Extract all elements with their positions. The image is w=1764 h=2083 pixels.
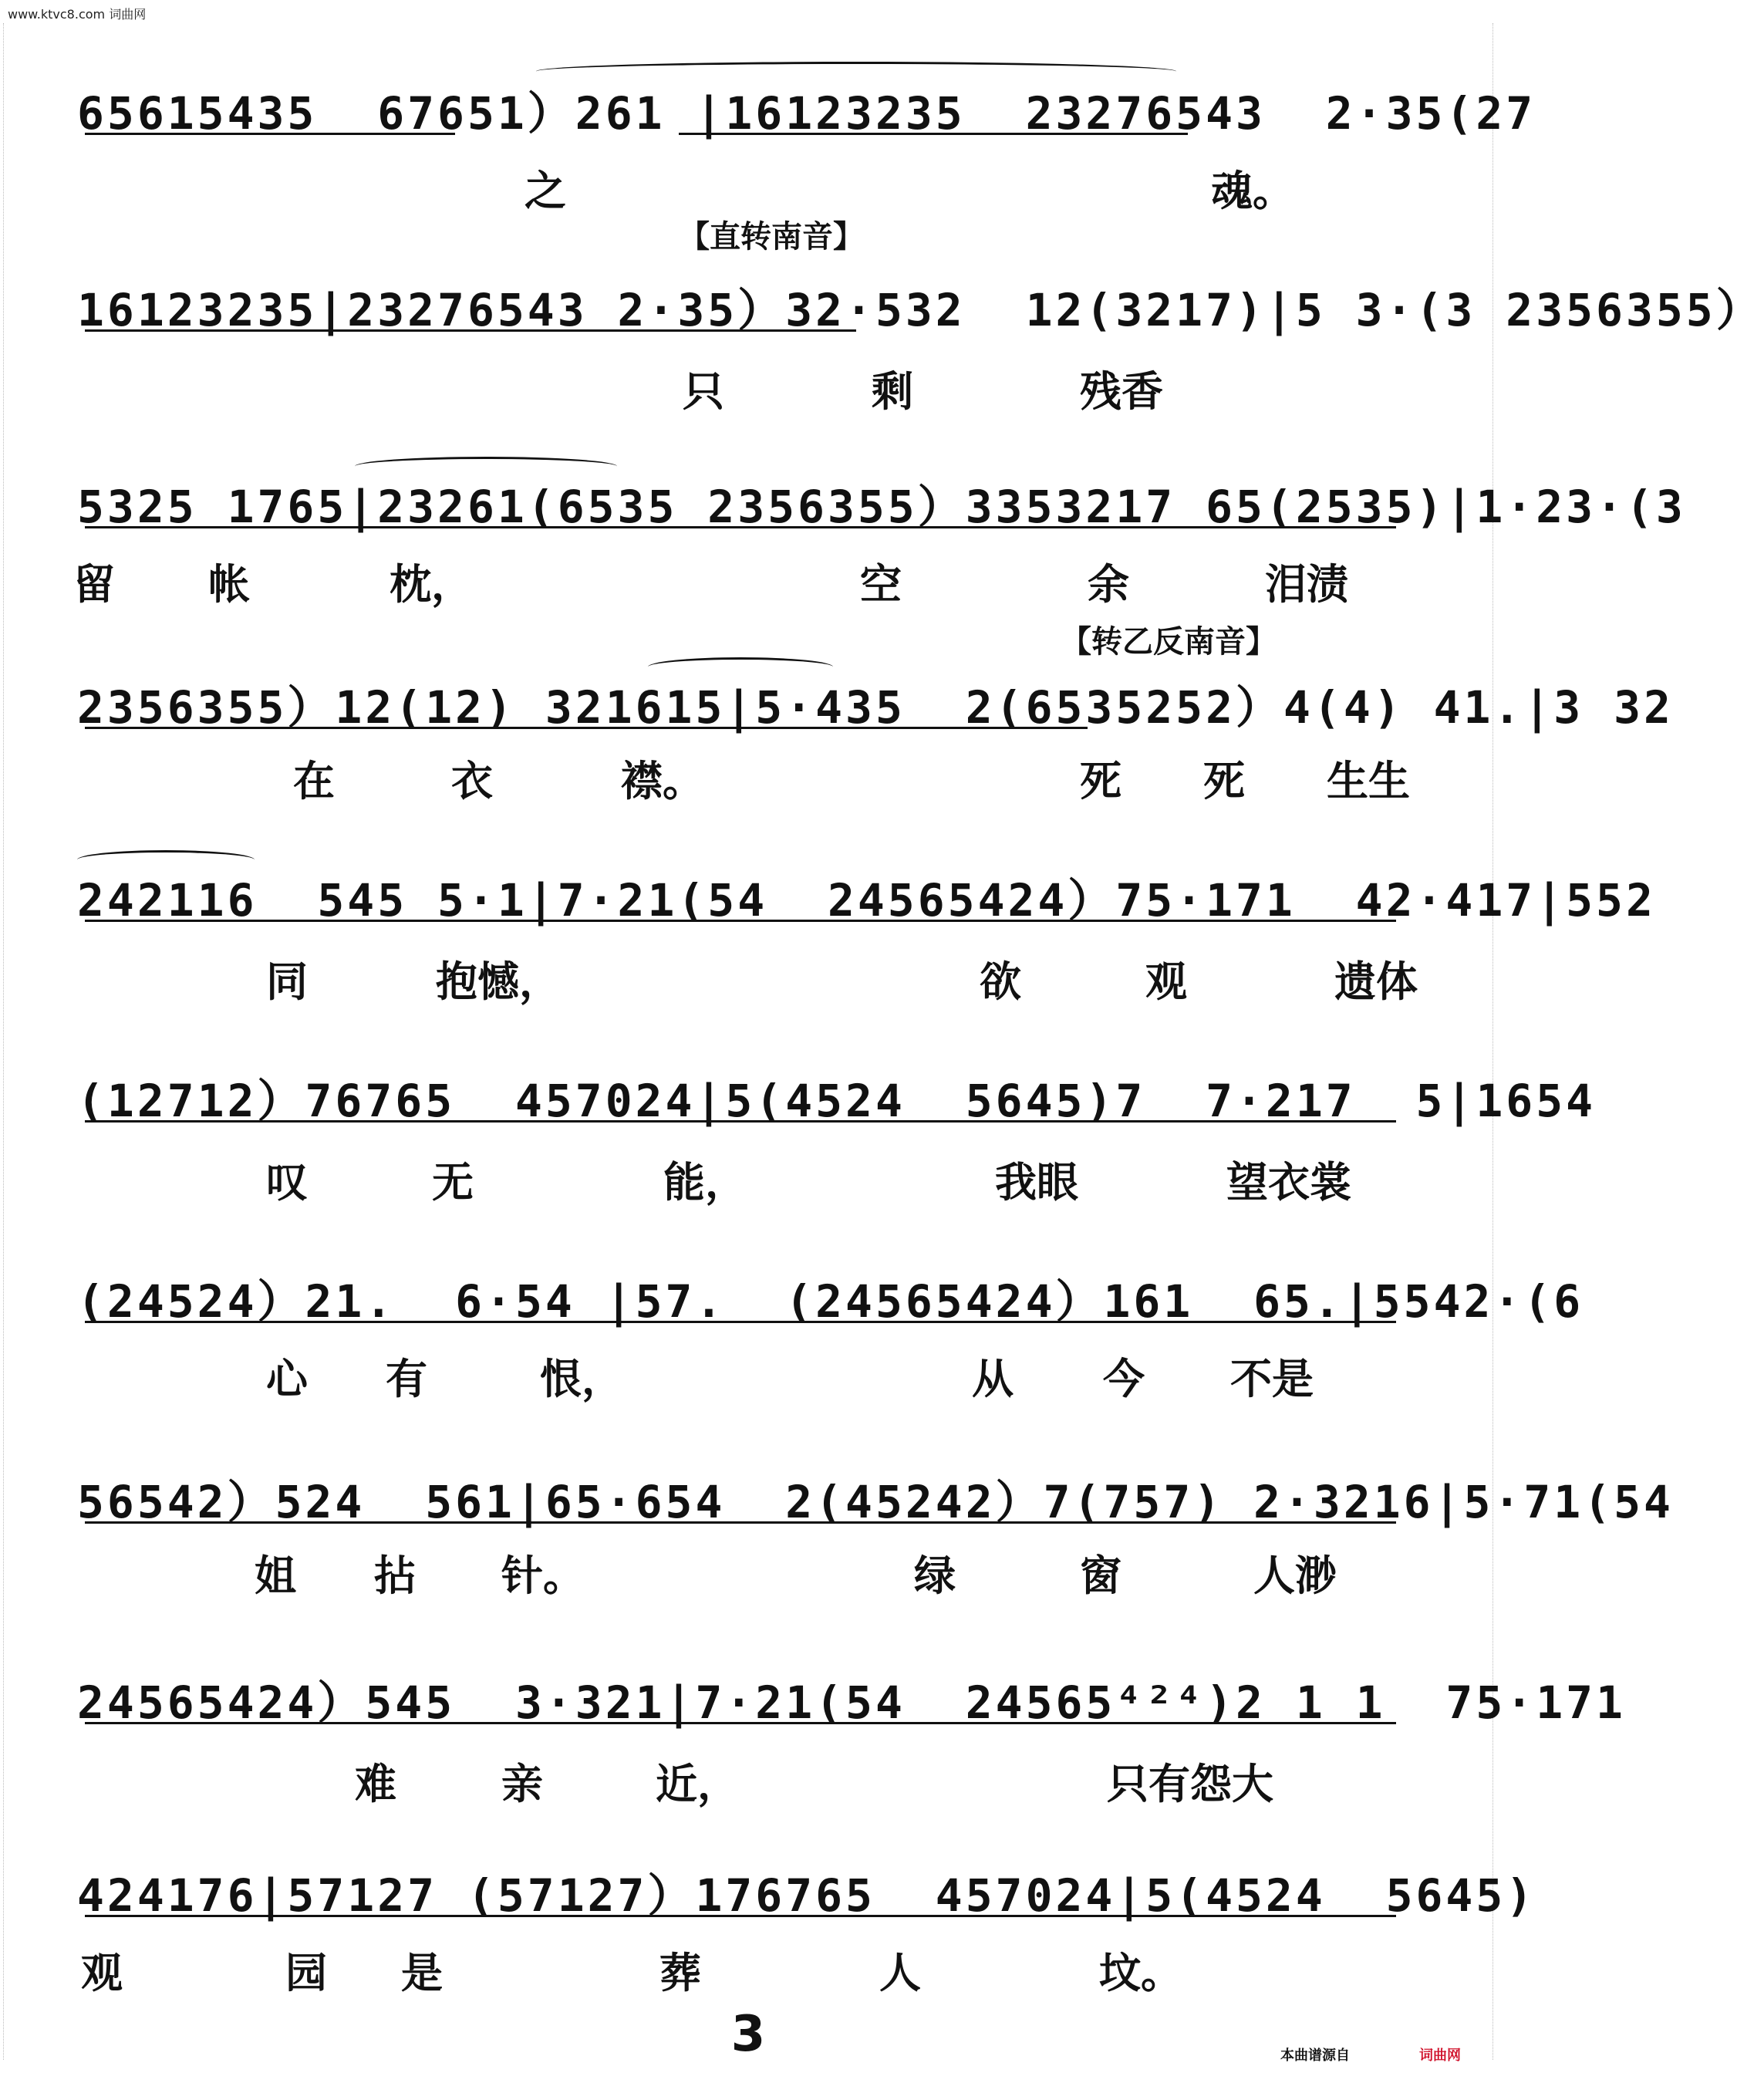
- lyric: 之: [524, 166, 566, 215]
- lyric: 生生: [1327, 756, 1410, 805]
- lyric: 剩: [872, 366, 913, 416]
- notation-line: (24524）21. 6·54 |57. (24565424）161 65.|5542·(6: [77, 1275, 1584, 1328]
- lyric-line: [0, 748, 1496, 805]
- lyric: 能，: [663, 1157, 747, 1207]
- lyric: 泪渍: [1265, 559, 1348, 609]
- notation-line: 16123235|23276543 2·35）32·532 12(3217)|5 3·(3 2356355）: [77, 284, 1764, 336]
- notation-line: 56542）524 561|65·654 2(45242）7(757) 2·3216|5·71(54: [77, 1476, 1674, 1528]
- page-number: 3: [730, 2006, 766, 2063]
- lyric: 残香: [1080, 366, 1163, 416]
- underline-beam: [85, 1722, 1396, 1724]
- lyric: 抱憾，: [436, 957, 561, 1006]
- section-marker: 【转乙反南音】: [1061, 624, 1277, 660]
- lyric: 帐: [208, 559, 250, 609]
- underline-beam: [85, 1321, 1396, 1323]
- lyric: 余: [1088, 559, 1129, 609]
- lyric: 只有怨大: [1107, 1759, 1273, 1808]
- lyric: 拈: [374, 1551, 416, 1600]
- lyric: 亲: [501, 1759, 543, 1808]
- lyric-line: [0, 1940, 1496, 1997]
- underline-beam: [85, 1915, 1396, 1917]
- underline-beam: [85, 329, 856, 332]
- lyric: 姐: [255, 1551, 296, 1600]
- notation-line: 424176|57127 (57127）176765 457024|5(4524 5645): [77, 1869, 1536, 1922]
- lyric: 葬: [659, 1948, 701, 1997]
- lyric: 人渺: [1253, 1551, 1337, 1600]
- lyric: 园: [285, 1948, 327, 1997]
- lyric: 死: [1203, 756, 1245, 805]
- lyric: 叹: [266, 1157, 308, 1207]
- lyric: 我眼: [995, 1157, 1078, 1207]
- lyric: 无: [432, 1157, 474, 1207]
- lyric: 同: [266, 957, 308, 1006]
- lyric: 观: [81, 1948, 123, 1997]
- lyric: 近，: [656, 1759, 739, 1808]
- underline-beam: [85, 133, 455, 135]
- lyric-line: [0, 1751, 1496, 1808]
- lyric-line: [0, 158, 1496, 215]
- notation-line: 5325 1765|23261(6535 2356355）3353217 65(2535)|1·23·(3: [77, 481, 1686, 533]
- lyric-line: [0, 949, 1496, 1006]
- lyric: 人: [879, 1948, 921, 1997]
- lyric: 只: [683, 366, 724, 416]
- lyric: 从: [972, 1354, 1014, 1403]
- lyric: 不是: [1230, 1354, 1314, 1403]
- lyric: 在: [293, 756, 335, 805]
- footer-site-logo: 词曲网: [1419, 2048, 1461, 2064]
- lyric: 遗体: [1334, 957, 1418, 1006]
- lyric: 坟。: [1099, 1948, 1182, 1997]
- lyric: 留: [73, 559, 115, 609]
- notation-line: 242116 545 5·1|7·21(54 24565424）75·171 42·417|552: [77, 874, 1656, 927]
- lyric-line: [0, 1346, 1496, 1403]
- lyric: 枕，: [390, 559, 473, 609]
- lyric: 窗: [1080, 1551, 1121, 1600]
- notation-line: 24565424）545 3·321|7·21(54 24565⁴²⁴)2 1 1 75·171: [77, 1676, 1626, 1729]
- lyric: 空: [860, 559, 902, 609]
- lyric: 死: [1080, 756, 1121, 805]
- lyric: 衣: [451, 756, 493, 805]
- underline-beam: [679, 133, 1188, 135]
- underline-beam: [85, 920, 1396, 922]
- lyric-line: [0, 1543, 1496, 1600]
- lyric: 今: [1103, 1354, 1145, 1403]
- lyric: 恨，: [540, 1354, 623, 1403]
- lyric: 针。: [501, 1551, 585, 1600]
- lyric: 观: [1145, 957, 1187, 1006]
- lyric-line: [0, 359, 1496, 416]
- lyric: 绿: [914, 1551, 956, 1600]
- lyric: 襟。: [621, 756, 704, 805]
- lyric-line: [0, 1150, 1496, 1207]
- underline-beam: [85, 526, 1396, 528]
- footer-source-text: 本曲谱源自: [1280, 2048, 1350, 2064]
- underline-beam: [85, 1521, 1396, 1524]
- notation-line: 2356355）12(12) 321615|5·435 2(6535252）4(4) 41.|3 32: [77, 681, 1674, 734]
- lyric-line: [0, 552, 1496, 609]
- lyric: 欲: [980, 957, 1021, 1006]
- notation-line: 65615435 67651）261 |16123235 23276543 2·35(27: [77, 87, 1536, 140]
- lyric: 有: [386, 1354, 427, 1403]
- underline-beam: [85, 727, 1088, 729]
- section-marker: 【直转南音】: [679, 219, 864, 255]
- lyric: 是: [401, 1948, 443, 1997]
- underline-beam: [85, 1120, 1396, 1123]
- site-watermark: www.ktvc8.com 词曲网: [8, 7, 147, 22]
- notation-line: (12712）76765 457024|5(4524 5645)7 7·217 5|1654: [77, 1075, 1597, 1127]
- lyric: 心: [266, 1354, 308, 1403]
- lyric: 望衣裳: [1226, 1157, 1351, 1207]
- lyric: 魂。: [1211, 166, 1294, 215]
- lyric: 难: [355, 1759, 396, 1808]
